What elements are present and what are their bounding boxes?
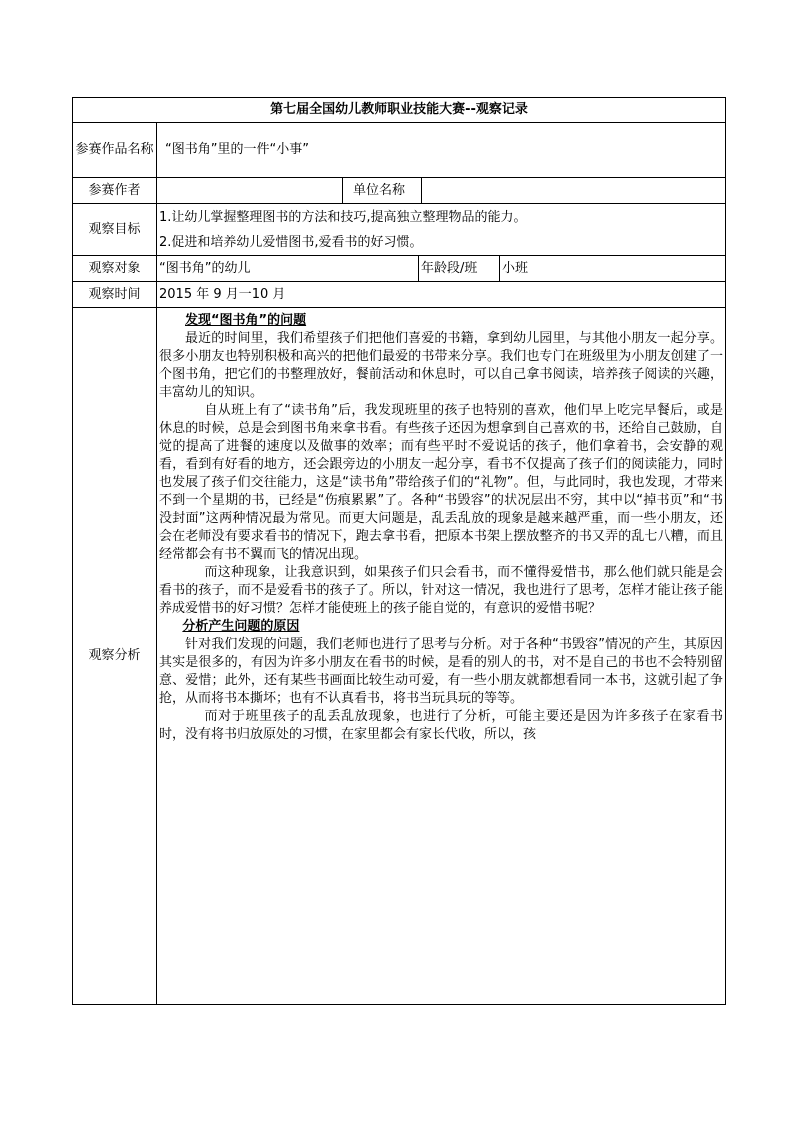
age-label: 年龄段/班 [419, 256, 500, 282]
analysis-content [157, 308, 726, 1005]
goal-value [157, 204, 726, 256]
work-name-value: “图书角”里的一件“小事” [157, 123, 726, 178]
goal-label: 观察目标 [73, 204, 157, 256]
age-value: 小班 [500, 256, 726, 282]
analysis-heading-2: 分析产生问题的原因 [182, 619, 300, 634]
analysis-paragraph-2: 自从班上有了“读书角”后，我发现班里的孩子也特别的喜欢，他们早上吃完早餐后，或是休息的时候，总是会到图书角来拿书看。有些孩子还因为想拿到自己喜欢的书，还给自己鼓励，自觉的提高了进餐的速度以及做事的效率；而有些平时不爱说话的孩子，他们拿着书，会安静的观看，看到有好看的地方，还会跟旁边的小朋友一起分享，看书不仅提高了孩子们的阅读能力，同时也发展了孩子们交往能力，这是“读书角”带给孩子们的“礼物”。但，与此同时，我也发现，才带来不到一个星期的书，已经是“伤痕累累”了。各种“书毁容”的状况层出不穷，其中以“掉书页”和“书没封面”这两种情况最为常见。而更大问题是，乱丢乱放的现象是越来越严重，而一些小朋友，还会在老师没有要求看书的情况下，跑去拿书看，把原本书架上摆放整齐的书又弄的乱七八糟，而且经常都会有书不翼而飞的情况出现。 [159, 403, 724, 562]
analysis-paragraph-4: 针对我们发现的问题，我们老师也进行了思考与分析。对于各种“书毁容”情况的产生，其原因其实是很多的，有因为许多小朋友在看书的时候，是看的别人的书，对不是自己的书也不会特别留意、爱惜；此外，还有某些书画面比较生动可爱，有一些小朋友就都想看同一本书，这就引起了争抢，从而将书本撕坏；也有不认真看书，将书当玩具玩的等等。 [159, 637, 724, 706]
time-label: 观察时间 [73, 282, 157, 308]
time-value: 2015 年 9 月一10 月 [157, 282, 726, 308]
unit-label: 单位名称 [343, 178, 422, 204]
observation-record-table [72, 97, 726, 1005]
goal-line-2: 2.促进和培养幼儿爱惜图书,爱看书的好习惯。 [159, 234, 423, 250]
analysis-paragraph-1: 最近的时间里，我们希望孩子们把他们喜爱的书籍，拿到幼儿园里，与其他小朋友一起分享。很多小朋友也特别积极和高兴的把他们最爱的书带来分享。我们也专门在班级里为小朋友创建了一个图书角，把它们的书整理放好，餐前活动和休息时，可以自己拿书阅读，培养孩子阅读的兴趣，丰富幼儿的知识。 [159, 331, 724, 400]
unit-value [422, 178, 726, 204]
analysis-paragraph-5: 而对于班里孩子的乱丢乱放现象，也进行了分析，可能主要还是因为许多孩子在家看书时，没有将书归放原处的习惯，在家里都会有家长代收，所以，孩 [159, 709, 724, 742]
author-value [157, 178, 343, 204]
document-title: 第七届全国幼儿教师职业技能大赛--观察记录 [73, 98, 726, 123]
goal-line-1: 1.让幼儿掌握整理图书的方法和技巧,提高独立整理物品的能力。 [159, 209, 527, 225]
target-value: “图书角”的幼儿 [157, 256, 419, 282]
target-label: 观察对象 [73, 256, 157, 282]
analysis-heading-1: 发现“图书角”的问题 [185, 313, 307, 328]
author-label: 参赛作者 [73, 178, 157, 204]
analysis-paragraph-3: 而这种现象，让我意识到，如果孩子们只会看书，而不懂得爱惜书，那么他们就只能是会看书的孩子，而不是爱看书的孩子了。所以，针对这一情况，我也进行了思考，怎样才能让孩子能养成爱惜书的好习惯？怎样才能使班上的孩子能自觉的，有意识的爱惜书呢？ [159, 565, 724, 616]
work-name-label: 参赛作品名称 [73, 123, 157, 178]
analysis-label: 观察分析 [73, 308, 157, 1005]
